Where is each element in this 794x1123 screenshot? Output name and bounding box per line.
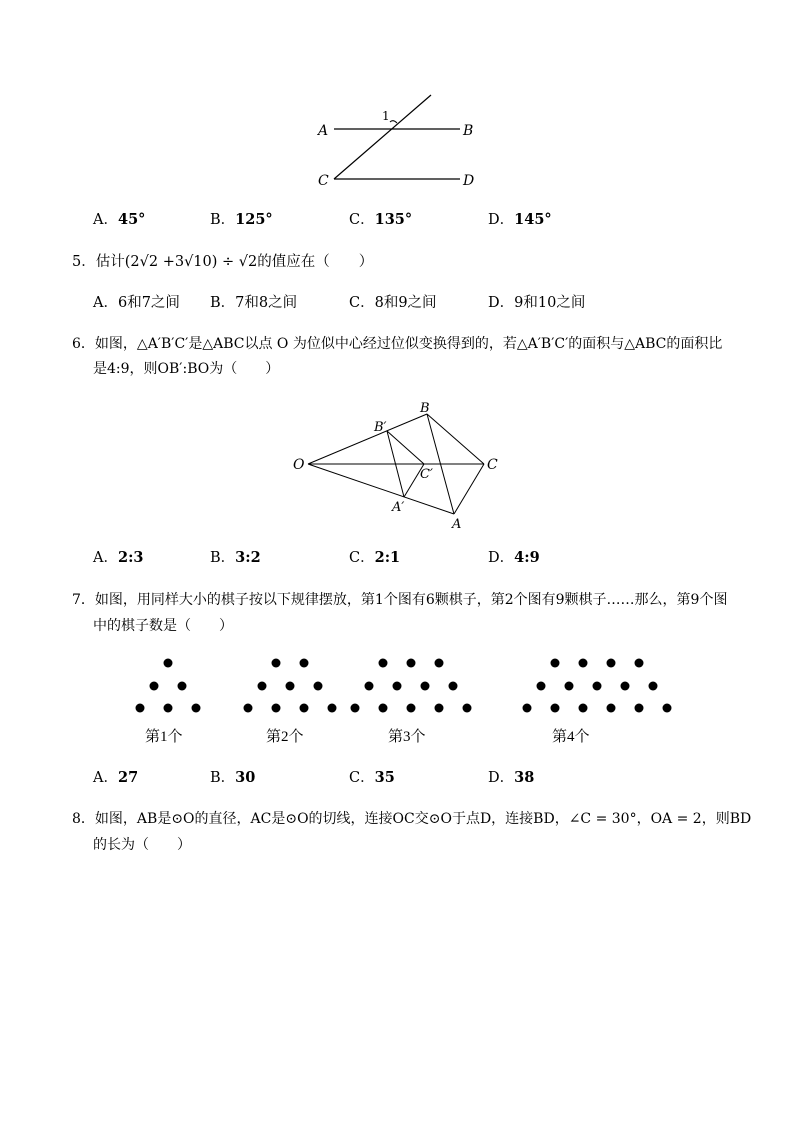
label-a: A [452, 517, 462, 532]
chess-piece-dot [565, 682, 574, 691]
option-key: C． [349, 550, 375, 566]
q5-option-c[interactable] [349, 292, 437, 314]
option-text: 125° [235, 211, 273, 228]
option-key: C． [349, 295, 375, 311]
q5-suffix: 的值应在（ ） [257, 254, 374, 270]
chess-piece-dot [351, 704, 360, 713]
chess-piece-dot [379, 659, 388, 668]
q7-stem-line1 [72, 589, 727, 611]
chess-piece-dot [136, 704, 145, 713]
q5-expression: (2√2 +3√10) ÷ √2 [124, 254, 258, 270]
option-key: B． [210, 212, 236, 228]
q7-option-a[interactable] [93, 767, 138, 789]
seg-b1-c1 [387, 431, 424, 464]
option-key: B． [210, 550, 236, 566]
option-text: 2:1 [374, 549, 401, 566]
q7-dot-figures [120, 650, 680, 720]
chess-piece-dot [393, 682, 402, 691]
q6-number: 6． [72, 336, 95, 352]
q4-option-d[interactable] [488, 209, 552, 231]
option-key: C． [349, 212, 375, 228]
option-key: D． [488, 295, 515, 311]
chess-piece-dot [328, 704, 337, 713]
angle-1-label: 1 [382, 109, 390, 123]
q5-option-b[interactable] [210, 292, 297, 314]
chess-piece-dot [272, 704, 281, 713]
q6-option-a[interactable] [93, 547, 144, 569]
transversal [334, 95, 431, 179]
option-text: 9和10之间 [514, 295, 586, 311]
chess-piece-dot [607, 659, 616, 668]
chess-piece-dot [164, 659, 173, 668]
q7-option-d[interactable] [488, 767, 534, 789]
option-key: D． [488, 550, 515, 566]
chess-piece-dot [272, 659, 281, 668]
option-text: 135° [374, 211, 413, 228]
chess-piece-dot [379, 704, 388, 713]
option-text: 7和8之间 [235, 295, 298, 311]
q4-option-a[interactable] [93, 209, 145, 231]
label-d: D [463, 173, 475, 189]
q8-number: 8． [72, 811, 95, 827]
q6-option-b[interactable] [210, 547, 261, 569]
label-a-prime: A′ [392, 500, 405, 515]
q6-stem-line1 [72, 333, 722, 355]
q7-caption-1: 第1个 [145, 729, 183, 745]
chess-piece-dot [649, 682, 658, 691]
option-text: 45° [117, 211, 146, 228]
option-key: A． [93, 770, 118, 786]
label-b-prime: B′ [374, 420, 387, 435]
option-text: 3:2 [235, 549, 261, 566]
label-b: B [463, 123, 474, 139]
q7-option-c[interactable] [349, 767, 395, 789]
q7-line1: 如图，用同样大小的棋子按以下规律摆放，第1个图有6颗棋子，第2个图有9颗棋子……那么，第9个图 [94, 592, 728, 608]
option-text: 27 [117, 769, 139, 786]
option-text: 30 [235, 769, 256, 786]
label-o: O [293, 457, 305, 473]
chess-piece-dot [192, 704, 201, 713]
q7-number: 7． [72, 592, 95, 608]
option-key: C． [349, 770, 375, 786]
chess-piece-dot [407, 659, 416, 668]
chess-piece-dot [300, 659, 309, 668]
q6-figure [290, 398, 510, 533]
q7-option-b[interactable] [210, 767, 255, 789]
chess-piece-dot [607, 704, 616, 713]
option-text: 4:9 [514, 549, 540, 566]
chess-piece-dot [150, 682, 159, 691]
seg-o-b [308, 414, 427, 464]
q4-option-b[interactable] [210, 209, 273, 231]
chess-piece-dot [258, 682, 267, 691]
chess-piece-dot [551, 704, 560, 713]
q8-line1: 如图，AB是⊙O的直径，AC是⊙O的切线，连接OC交⊙O于点D，连接BD，∠C = 30°，OA = 2，则BD [94, 811, 752, 827]
label-a: A [318, 123, 329, 139]
chess-piece-dot [579, 704, 588, 713]
q6-stem-line2: 是4:9，则OB′:BO为（ ） [93, 361, 280, 377]
option-text: 8和9之间 [374, 295, 437, 311]
chess-piece-dot [300, 704, 309, 713]
chess-piece-dot [421, 682, 430, 691]
chess-piece-dot [178, 682, 187, 691]
option-key: A． [93, 212, 118, 228]
option-text: 145° [514, 211, 552, 228]
option-text: 2:3 [117, 549, 144, 566]
q6-option-c[interactable] [349, 547, 400, 569]
chess-piece-dot [635, 659, 644, 668]
q6-line1: 如图，△A′B′C′是△ABC以点 O 为位似中心经过位似变换得到的，若△A′B′C′的面积与△ABC的面积比 [94, 336, 723, 352]
label-c-prime: C′ [420, 467, 433, 482]
chess-piece-dot [244, 704, 253, 713]
chess-piece-dot [435, 659, 444, 668]
chess-piece-dot [579, 659, 588, 668]
angle-1-arc [390, 121, 397, 123]
option-key: D． [488, 212, 515, 228]
option-text: 38 [514, 769, 535, 786]
q5-number: 5． [72, 254, 96, 270]
option-key: D． [488, 770, 515, 786]
chess-piece-dot [551, 659, 560, 668]
q6-option-d[interactable] [488, 547, 540, 569]
option-text: 6和7之间 [117, 295, 180, 311]
chess-piece-dot [635, 704, 644, 713]
label-c: C [487, 457, 498, 473]
chess-piece-dot [164, 704, 173, 713]
q7-caption-2: 第2个 [266, 729, 304, 745]
option-key: A． [93, 295, 118, 311]
chess-piece-dot [621, 682, 630, 691]
label-c: C [318, 173, 329, 189]
chess-piece-dot [286, 682, 295, 691]
q5-prefix: 估计 [95, 254, 125, 270]
chess-piece-dot [314, 682, 323, 691]
chess-piece-dot [435, 704, 444, 713]
q7-stem-line2: 中的棋子数是（ ） [93, 618, 233, 634]
chess-piece-dot [463, 704, 472, 713]
option-key: A． [93, 550, 118, 566]
chess-piece-dot [593, 682, 602, 691]
label-b: B [420, 401, 430, 416]
chess-piece-dot [407, 704, 416, 713]
chess-piece-dot [449, 682, 458, 691]
q5-stem [72, 251, 373, 273]
q4-figure [310, 90, 490, 195]
q8-stem-line1 [72, 808, 751, 830]
q7-caption-4: 第4个 [552, 729, 590, 745]
chess-piece-dot [537, 682, 546, 691]
chess-piece-dot [663, 704, 672, 713]
option-key: B． [210, 295, 236, 311]
seg-c-a [454, 464, 484, 514]
q7-caption-3: 第3个 [388, 729, 426, 745]
q5-option-d[interactable] [488, 292, 585, 314]
seg-b-c [427, 414, 484, 464]
q8-stem-line2: 的长为（ ） [93, 837, 191, 853]
option-key: B． [210, 770, 236, 786]
q4-option-c[interactable] [349, 209, 412, 231]
chess-piece-dot [365, 682, 374, 691]
option-text: 35 [374, 769, 395, 786]
chess-piece-dot [523, 704, 532, 713]
q5-option-a[interactable] [93, 292, 180, 314]
